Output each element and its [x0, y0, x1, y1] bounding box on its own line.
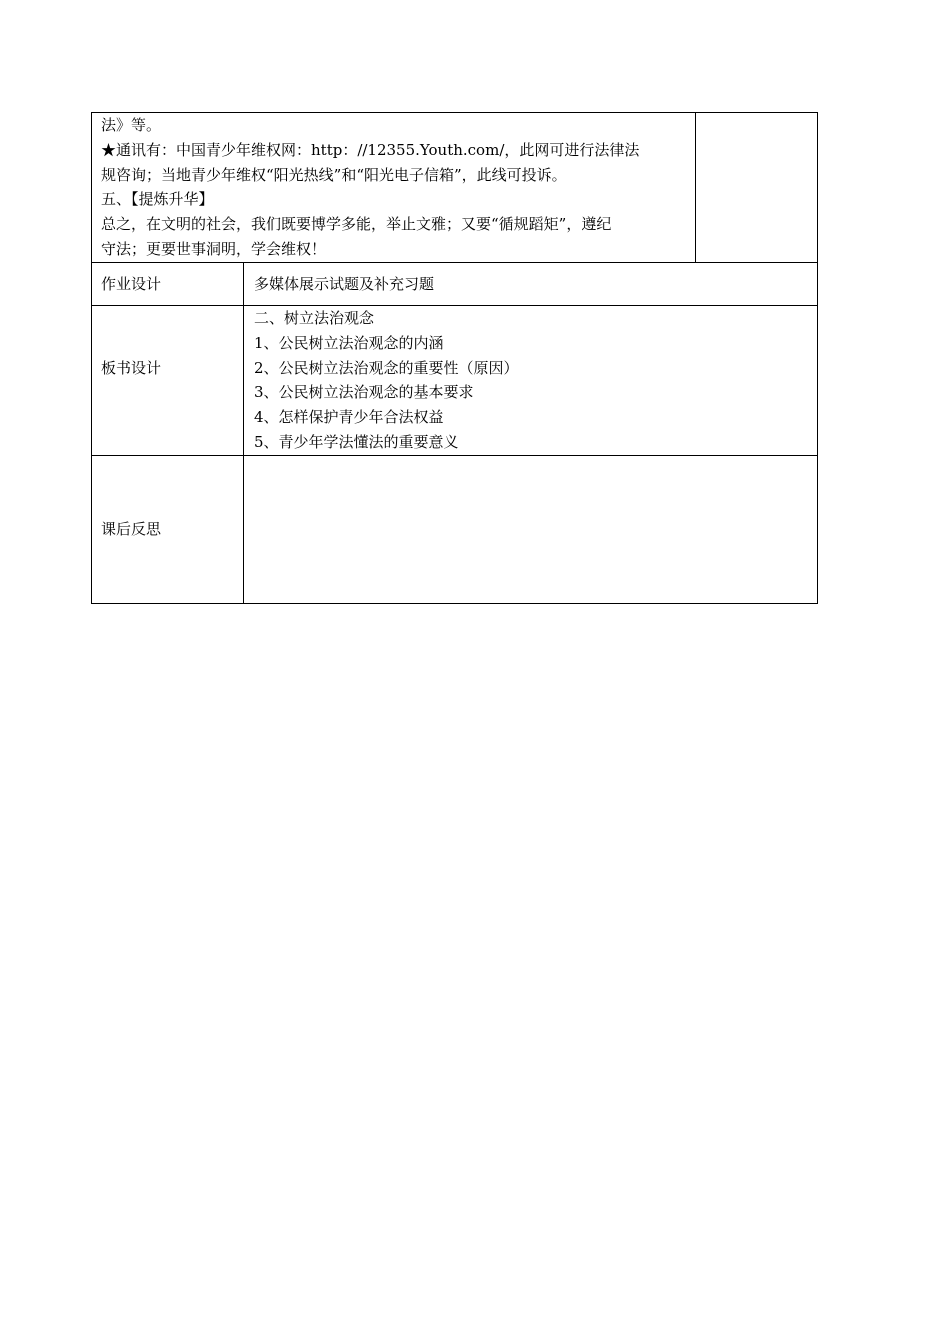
- top-block-divider: [695, 112, 696, 263]
- top-line-6: 守法；更要世事洞明，学会维权！: [101, 240, 327, 258]
- row-separator-2: [91, 305, 818, 306]
- row-separator-1: [91, 262, 818, 263]
- table-border-left: [91, 112, 92, 604]
- label-column-divider: [243, 262, 244, 604]
- top-line-2: ★通讯有：中国青少年维权网：http：//12355.Youth.com/，此网可进行法律法: [101, 141, 640, 159]
- board-line-4: 3、公民树立法治观念的基本要求: [254, 383, 474, 401]
- board-line-1: 二、树立法治观念: [254, 309, 375, 327]
- table-border-bottom: [91, 603, 818, 604]
- board-label: 板书设计: [101, 359, 162, 377]
- row-separator-3: [91, 455, 818, 456]
- table-border-top: [91, 112, 818, 113]
- homework-content: 多媒体展示试题及补充习题: [254, 275, 435, 293]
- board-line-6: 5、青少年学法懂法的重要意义: [254, 433, 459, 451]
- top-line-4: 五、【提炼升华】: [101, 190, 214, 208]
- board-line-5: 4、怎样保护青少年合法权益: [254, 408, 444, 426]
- homework-label: 作业设计: [101, 275, 162, 293]
- board-line-2: 1、公民树立法治观念的内涵: [254, 334, 444, 352]
- top-line-3: 规咨询；当地青少年维权“阳光热线”和“阳光电子信箱”，此线可投诉。: [101, 166, 567, 184]
- top-line-5: 总之，在文明的社会，我们既要博学多能，举止文雅；又要“循规蹈矩”，遵纪: [101, 215, 612, 233]
- top-line-1: 法》等。: [101, 116, 162, 134]
- reflection-label: 课后反思: [101, 520, 162, 538]
- board-line-3: 2、公民树立法治观念的重要性（原因）: [254, 359, 519, 377]
- table-border-right: [817, 112, 818, 604]
